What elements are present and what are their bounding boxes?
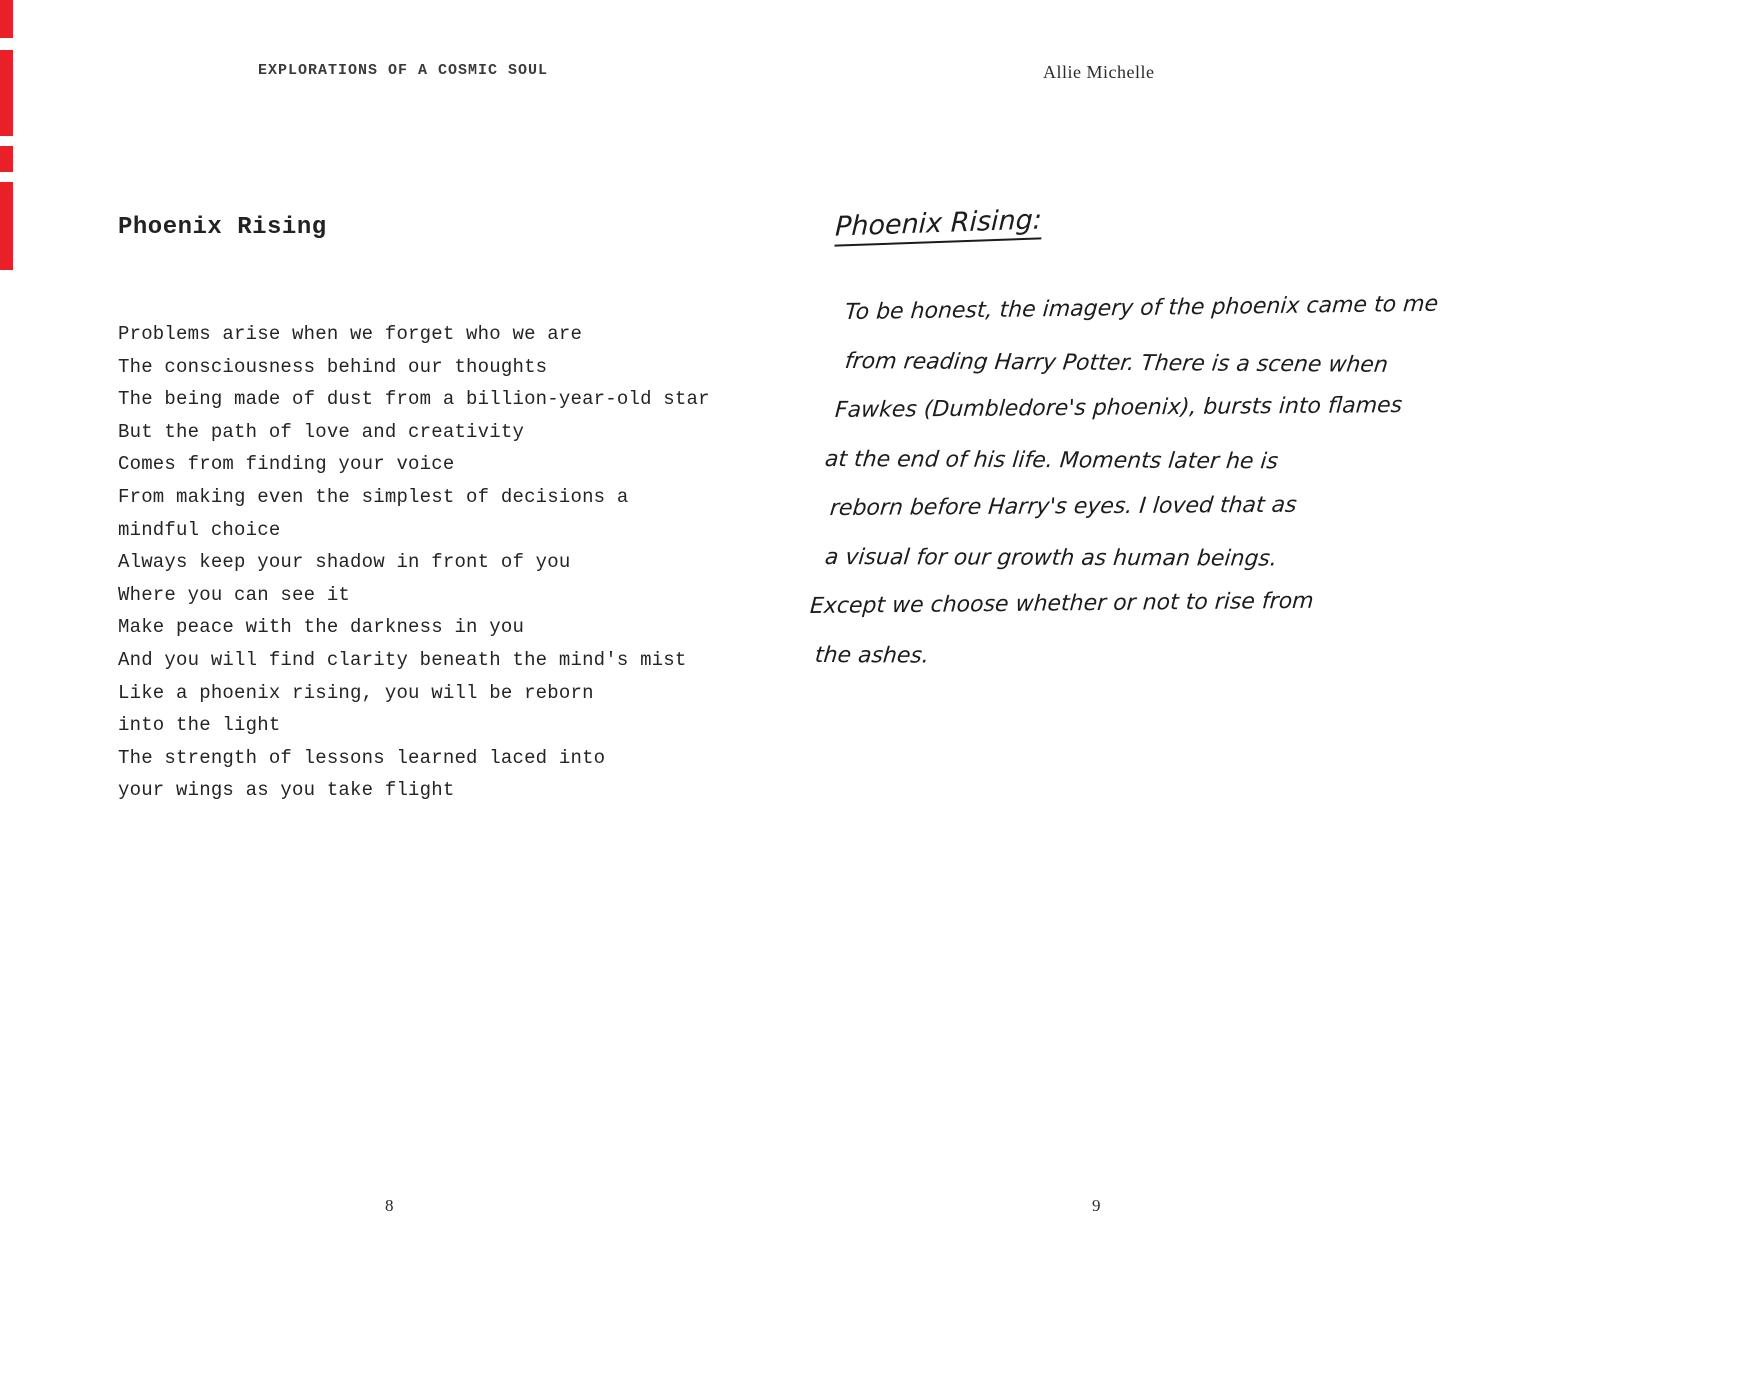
poem-line: Problems arise when we forget who we are xyxy=(118,323,583,345)
handwritten-line: reborn before Harry's eyes. I loved that as xyxy=(828,492,1298,522)
poem-line: The being made of dust from a billion-year-old star xyxy=(118,388,710,411)
handwritten-line: the ashes. xyxy=(813,643,931,669)
poem-line: Like a phoenix rising, you will be reborn xyxy=(118,681,594,704)
handwritten-line: Except we choose whether or not to rise from xyxy=(809,588,1315,620)
poem-line: your wings as you take flight xyxy=(118,779,455,802)
handwritten-line: To be honest, the imagery of the phoenix came to me xyxy=(844,291,1440,326)
handwritten-line: Fawkes (Dumbledore's phoenix), bursts into flames xyxy=(834,393,1403,424)
poem-line: From making even the simplest of decisions a xyxy=(118,485,629,508)
left-running-header: EXPLORATIONS OF A COSMIC SOUL xyxy=(258,62,549,79)
poem-line: Always keep your shadow in front of you xyxy=(118,551,571,574)
right-page-number: 9 xyxy=(1092,1196,1101,1215)
poem-line: And you will find clarity beneath the mind's mist xyxy=(118,648,687,671)
poem-line: Where you can see it xyxy=(118,583,351,606)
poem-line: Make peace with the darkness in you xyxy=(118,616,525,639)
poem-line: But the path of love and creativity xyxy=(118,420,525,443)
handwritten-title: Phoenix Rising: xyxy=(834,204,1042,246)
right-running-header: Allie Michelle xyxy=(1043,62,1155,82)
red-edge-mark xyxy=(0,50,13,136)
poem-line: The strength of lessons learned laced into xyxy=(118,746,606,769)
poem-title: Phoenix Rising xyxy=(118,214,327,241)
poem-line: into the light xyxy=(118,714,281,737)
handwritten-line: from reading Harry Potter. There is a scene when xyxy=(843,349,1390,378)
red-edge-mark xyxy=(0,146,13,172)
poem-line: The consciousness behind our thoughts xyxy=(118,355,548,378)
red-edge-mark xyxy=(0,182,13,270)
handwritten-note xyxy=(810,288,1450,680)
red-edge-mark xyxy=(0,0,13,38)
left-page-number: 8 xyxy=(385,1196,394,1215)
poem-line: Comes from finding your voice xyxy=(118,453,455,476)
poem-body xyxy=(118,318,710,807)
poem-line: mindful choice xyxy=(118,518,281,541)
handwritten-line: a visual for our growth as human beings. xyxy=(823,545,1279,572)
handwritten-line: at the end of his life. Moments later he is xyxy=(823,447,1280,475)
